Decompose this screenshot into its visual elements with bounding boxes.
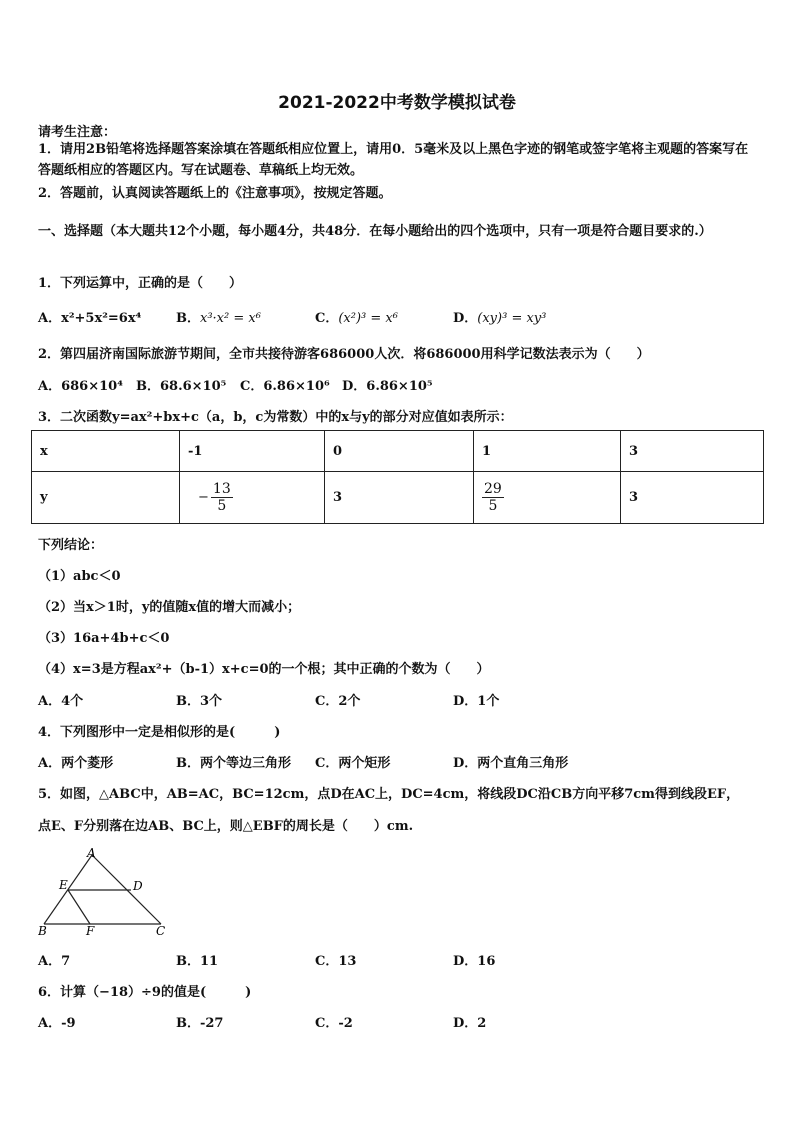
- q2-option-a: A．686×10⁴: [38, 379, 123, 394]
- q1-option-b-prefix: B．: [176, 311, 200, 326]
- q1-stem: 1．下列运算中，正确的是（ ）: [38, 276, 243, 291]
- q1-option-d: [453, 307, 546, 326]
- vertex-label-e: E: [59, 878, 68, 892]
- q6-option-b: B．-27: [176, 1016, 224, 1031]
- q1-option-b-expr: x³·x² = x⁶: [200, 311, 261, 326]
- q1-option-c: [315, 307, 398, 326]
- table-cell: x: [32, 431, 180, 472]
- vertex-label-f: F: [86, 924, 95, 937]
- q1-option-b: [176, 307, 261, 326]
- q5-stem-line-2: 点E、F分别落在边AB、BC上，则△EBF的周长是（ ）cm.: [38, 819, 414, 834]
- minus-sign: −: [198, 490, 209, 505]
- table-cell: 1: [474, 431, 621, 472]
- q4-stem: 4．下列图形中一定是相似形的是( ): [38, 725, 281, 740]
- q1-option-c-expr: (x²)³ = x⁶: [338, 311, 398, 326]
- q3-conclusions-heading: 下列结论：: [38, 538, 104, 553]
- q5-option-c: C．13: [315, 954, 357, 969]
- vertex-label-d: D: [133, 879, 143, 893]
- q3-option-c: C．2个: [315, 694, 361, 709]
- notice-item-2: 2．答题前，认真阅读答题纸上的《注意事项》，按规定答题。: [38, 186, 392, 201]
- vertex-label-b: B: [38, 924, 47, 937]
- table-cell: [474, 472, 621, 524]
- q3-stem: 3．二次函数y=ax²+bx+c（a，b，c为常数）中的x与y的部分对应值如表所示：: [38, 410, 513, 425]
- page-title: 2021-2022中考数学模拟试卷: [278, 93, 516, 113]
- fraction-neg-13-5: [211, 481, 233, 514]
- q6-stem: 6．计算（−18）÷9的值是( ): [38, 985, 252, 1000]
- q2-option-b: B．68.6×10⁵: [136, 379, 227, 394]
- section-heading: 一、选择题（本大题共12个小题，每小题4分，共48分．在每小题给出的四个选项中，只有一项是符合题目要求的.）: [38, 224, 712, 239]
- q3-conclusion-4: （4）x=3是方程ax²+（b-1）x+c=0的一个根；其中正确的个数为（ ）: [38, 662, 490, 677]
- q6-option-d: D．2: [453, 1016, 487, 1031]
- q6-option-c: C．-2: [315, 1016, 353, 1031]
- q3-conclusion-2: （2）当x＞1时，y的值随x值的增大而减小；: [38, 600, 301, 615]
- q3-option-b: B．3个: [176, 694, 223, 709]
- table-cell: -1: [180, 431, 325, 472]
- table-cell: [180, 472, 325, 524]
- fraction-29-5: [482, 481, 504, 514]
- fraction-denominator: 5: [488, 498, 498, 514]
- triangle-figure: [38, 845, 168, 937]
- table-cell: 3: [621, 431, 764, 472]
- fraction-denominator: 5: [217, 498, 227, 514]
- q5-option-b: B．11: [176, 954, 219, 969]
- fraction-numerator: 29: [484, 481, 502, 497]
- table-cell: 3: [621, 472, 764, 524]
- notice-item-1: 1．请用2B铅笔将选择题答案涂填在答题纸相应位置上，请用0．5毫米及以上黑色字迹的钢笔或签字笔将主观题的答案写在答题纸相应的答题区内。写在试题卷、草稿纸上均无效。: [38, 142, 749, 178]
- table-cell: y: [32, 472, 180, 524]
- q6-option-a: A．-9: [38, 1016, 76, 1031]
- q5-option-a: A．7: [38, 954, 71, 969]
- notice-heading: 请考生注意：: [38, 125, 117, 140]
- table-cell: 3: [325, 472, 474, 524]
- q3-conclusion-1: （1）abc＜0: [38, 569, 121, 584]
- q4-option-b: B．两个等边三角形: [176, 756, 291, 771]
- fraction-numerator: 13: [212, 481, 231, 497]
- segment-ef: [68, 890, 90, 924]
- q2-option-d: D．6.86×10⁵: [342, 379, 433, 394]
- q2-stem: 2．第四届济南国际旅游节期间，全市共接待游客686000人次．将686000用科学记数法表示为（ ）: [38, 347, 650, 362]
- q1-option-c-prefix: C．: [315, 311, 339, 326]
- table-row-x: [32, 431, 764, 472]
- vertex-label-c: C: [156, 924, 166, 937]
- q2-option-c: C．6.86×10⁶: [240, 379, 330, 394]
- q3-value-table: [31, 430, 764, 524]
- q3-conclusion-3: （3）16a+4b+c＜0: [38, 631, 170, 646]
- q5-option-d: D．16: [453, 954, 496, 969]
- q4-option-c: C．两个矩形: [315, 756, 391, 771]
- table-row-y: [32, 472, 764, 524]
- q5-stem-line-1: 5．如图，△ABC中，AB=AC，BC=12cm，点D在AC上，DC=4cm，将线段DC沿CB方向平移7cm得到线段EF，: [38, 787, 740, 802]
- q4-option-a: A．两个菱形: [38, 756, 114, 771]
- q4-option-d: D．两个直角三角形: [453, 756, 569, 771]
- q3-option-d: D．1个: [453, 694, 500, 709]
- table-cell: 0: [325, 431, 474, 472]
- q1-option-d-expr: (xy)³ = xy³: [477, 311, 547, 326]
- q1-option-d-prefix: D．: [453, 311, 478, 326]
- vertex-label-a: A: [87, 846, 96, 860]
- q3-option-a: A．4个: [38, 694, 84, 709]
- q1-option-a: A．x²+5x²=6x⁴: [38, 311, 142, 326]
